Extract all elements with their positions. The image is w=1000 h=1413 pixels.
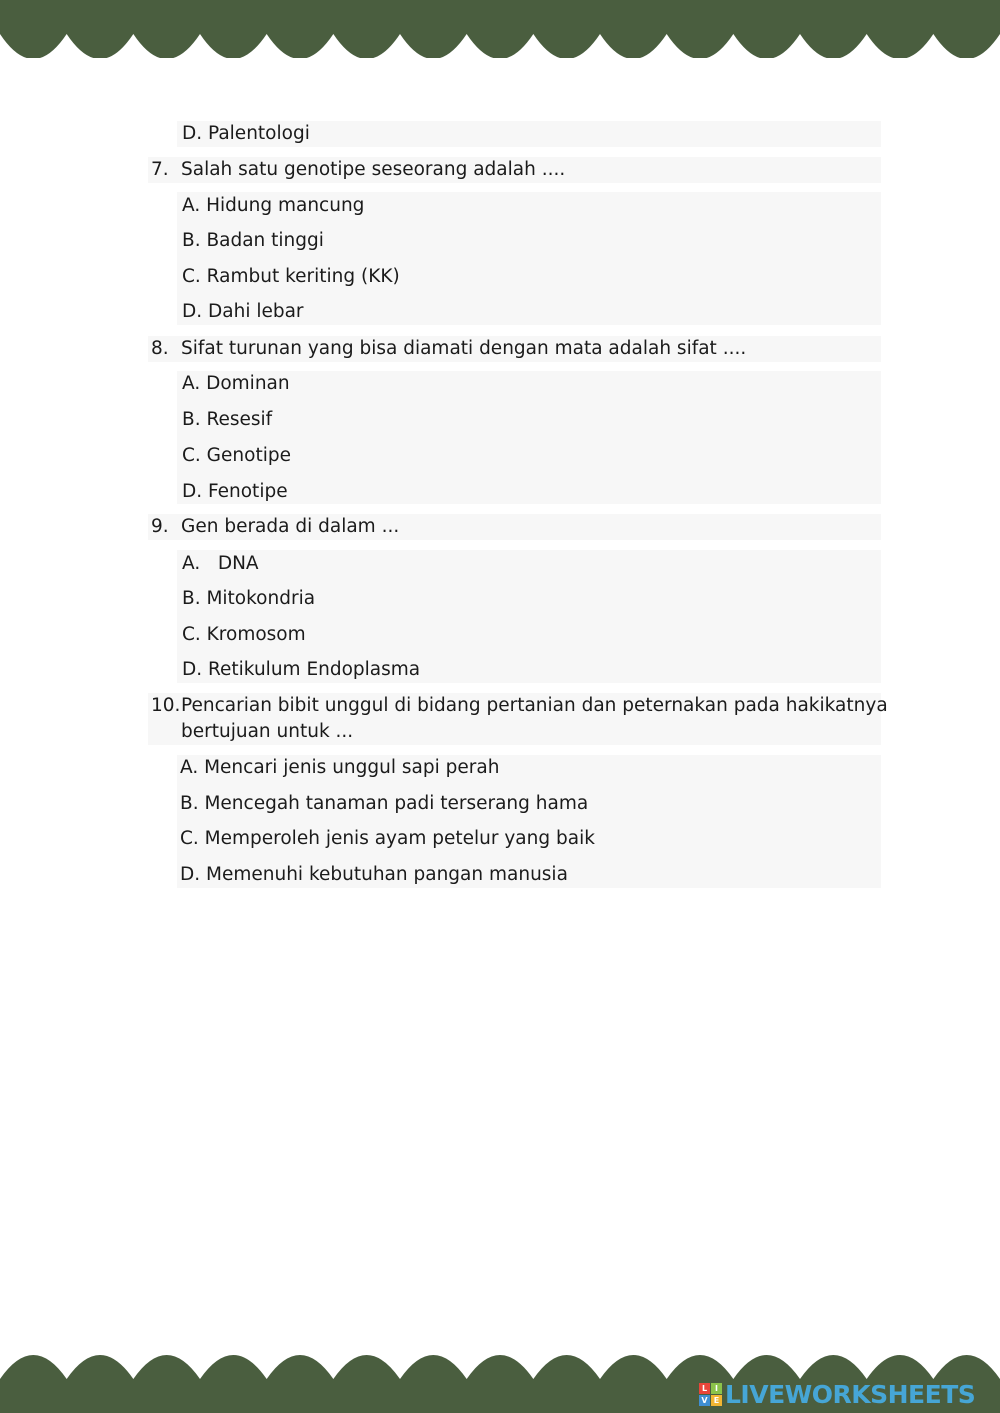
logo-letter: E bbox=[711, 1395, 722, 1406]
question-number: 7. bbox=[151, 159, 169, 180]
question-text: Salah satu genotipe seseorang adalah .... bbox=[181, 159, 566, 180]
option-a[interactable]: A. Hidung mancung bbox=[182, 195, 365, 216]
option-d[interactable]: D. Retikulum Endoplasma bbox=[182, 659, 421, 680]
option-b[interactable]: B. Mitokondria bbox=[182, 588, 316, 609]
question-9 bbox=[148, 514, 881, 540]
question-9-options bbox=[177, 550, 881, 683]
question-7 bbox=[148, 157, 881, 183]
question-number: 9. bbox=[151, 516, 169, 537]
option-d[interactable]: D. Fenotipe bbox=[182, 481, 288, 502]
logo-letter: V bbox=[699, 1395, 710, 1406]
option-b[interactable]: B. Mencegah tanaman padi terserang hama bbox=[180, 793, 589, 814]
option-text: D. Palentologi bbox=[182, 123, 310, 144]
option-a[interactable]: A. Mencari jenis unggul sapi perah bbox=[180, 757, 500, 778]
option-c[interactable]: C. Rambut keriting (KK) bbox=[182, 266, 400, 287]
question-10-options bbox=[177, 755, 881, 888]
question-text: Gen berada di dalam ... bbox=[181, 516, 400, 537]
logo-letter: I bbox=[711, 1383, 722, 1394]
question-7-options bbox=[177, 192, 881, 325]
option-c[interactable]: C. Genotipe bbox=[182, 445, 291, 466]
question-text-line-1: Pencarian bibit unggul di bidang pertanian dan peternakan pada hakikatnya bbox=[181, 695, 888, 716]
top-scallop-border bbox=[0, 0, 1000, 58]
carryover-option-row bbox=[177, 121, 881, 147]
question-number: 8. bbox=[151, 338, 169, 359]
option-c[interactable]: C. Kromosom bbox=[182, 624, 306, 645]
liveworksheets-logo[interactable] bbox=[699, 1380, 975, 1408]
question-8 bbox=[148, 336, 881, 362]
question-10 bbox=[148, 693, 888, 745]
option-b[interactable]: B. Badan tinggi bbox=[182, 230, 324, 251]
question-text-line-2: bertujuan untuk ... bbox=[181, 721, 354, 742]
question-text: Sifat turunan yang bisa diamati dengan mata adalah sifat .... bbox=[181, 338, 747, 359]
option-d[interactable]: D. Dahi lebar bbox=[182, 301, 304, 322]
option-b[interactable]: B. Resesif bbox=[182, 409, 273, 430]
logo-icon bbox=[699, 1383, 722, 1406]
question-8-options bbox=[177, 371, 881, 504]
option-a[interactable]: A. DNA bbox=[182, 553, 259, 574]
logo-letter: L bbox=[699, 1383, 710, 1394]
brand-text: LIVEWORKSHEETS bbox=[725, 1379, 976, 1409]
option-a[interactable]: A. Dominan bbox=[182, 373, 290, 394]
option-c[interactable]: C. Memperoleh jenis ayam petelur yang baik bbox=[180, 828, 595, 849]
option-d[interactable]: D. Memenuhi kebutuhan pangan manusia bbox=[180, 864, 568, 885]
question-number: 10. bbox=[151, 695, 181, 716]
